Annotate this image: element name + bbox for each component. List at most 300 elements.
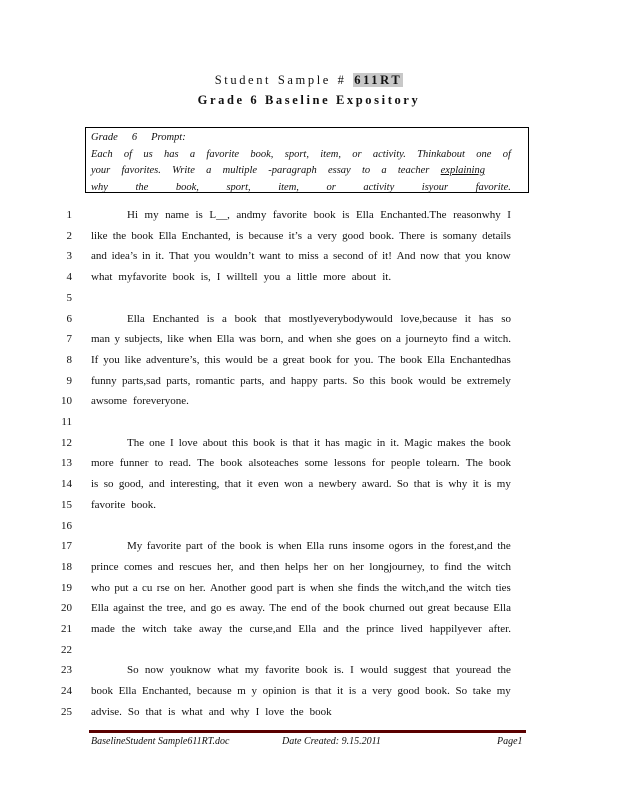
line-number: 19: [61, 582, 72, 594]
essay-word: very: [372, 685, 392, 697]
essay-word: The: [378, 354, 396, 366]
essay-word: it.: [382, 271, 392, 283]
essay-word: Enchantedhas: [449, 354, 511, 366]
line-number: 1: [66, 209, 72, 221]
essay-word: Ella: [91, 602, 109, 614]
essay-word: in: [417, 540, 427, 552]
essay-word: opinion: [262, 685, 297, 697]
essay-word: magic: [344, 437, 372, 449]
essay-word: when: [309, 582, 334, 594]
essay-word: interesting,: [170, 478, 220, 490]
essay-word: to: [285, 250, 294, 262]
prompt-word: item,: [320, 149, 341, 160]
essay-line: [91, 354, 511, 366]
essay-word: miss: [298, 250, 319, 262]
essay-word: the: [121, 623, 136, 635]
essay-word: y: [251, 685, 257, 697]
essay-word: es: [226, 602, 236, 614]
essay-word: andmy: [236, 209, 267, 221]
essay-word: it: [464, 313, 471, 325]
essay-word: more: [91, 457, 114, 469]
essay-word: witch: [486, 561, 511, 573]
essay-word: Ella: [127, 313, 145, 325]
essay-word: prince: [91, 561, 119, 573]
essay-word: advise.: [91, 706, 122, 718]
prompt-word: sport,: [284, 149, 309, 160]
prompt-word: essay: [327, 165, 351, 176]
essay-word: name: [165, 209, 189, 221]
essay-word: churned: [369, 602, 405, 614]
essay-word: read.: [169, 457, 191, 469]
essay-word: is: [265, 540, 274, 552]
essay-word: Ella: [427, 354, 445, 366]
essay-word: that: [145, 706, 162, 718]
page-title: [0, 73, 618, 88]
essay-word: she: [338, 582, 353, 594]
essay-word: it.: [155, 250, 165, 262]
line-number: 21: [61, 623, 72, 635]
essay-word: of: [311, 602, 321, 614]
essay-line: [127, 437, 511, 449]
essay-word: Enchanted.The: [380, 209, 447, 221]
essay-word: lessons: [334, 457, 366, 469]
essay-line: [91, 395, 511, 407]
line-number: 5: [66, 292, 72, 304]
prompt-word: or: [352, 149, 362, 160]
essay-word: very: [317, 230, 337, 242]
essay-word: that: [292, 437, 309, 449]
essay-word: like: [91, 230, 108, 242]
essay-line: [91, 333, 511, 345]
essay-word: has: [478, 313, 494, 325]
essay-word: runs: [328, 540, 348, 552]
essay-word: book: [253, 437, 276, 449]
essay-word: like: [167, 333, 184, 345]
line-number: 12: [61, 437, 72, 449]
essay-word: the: [383, 582, 398, 594]
prompt-word: favorite: [206, 149, 240, 160]
essay-word: this: [204, 354, 221, 366]
essay-word: Enchanted,: [181, 230, 231, 242]
prompt-word: a: [189, 149, 196, 160]
essay-word: favorite: [146, 540, 182, 552]
essay-line: [127, 313, 511, 325]
essay-word: witch: [466, 582, 492, 594]
essay-word: that: [433, 664, 450, 676]
essay-word: book.: [369, 230, 395, 242]
essay-word: would: [225, 354, 253, 366]
essay-word: rse: [156, 582, 170, 594]
essay-word: the: [467, 561, 481, 573]
prompt-word: Write: [172, 165, 195, 176]
line-number: 6: [66, 313, 72, 325]
essay-word: witch,and: [401, 582, 445, 594]
essay-word: good: [342, 230, 365, 242]
essay-word: about: [202, 437, 228, 449]
essay-line: [127, 209, 511, 221]
essay-word: after.: [488, 623, 511, 635]
essay-word: I: [170, 437, 174, 449]
essay-word: it: [337, 685, 344, 697]
essay-word: and: [269, 375, 286, 387]
essay-word: is: [484, 478, 492, 490]
prompt-word: isyour: [421, 182, 449, 193]
prompt-word: why: [91, 182, 108, 193]
essay-word: when: [308, 333, 333, 345]
essay-word: is: [195, 209, 203, 221]
essay-word: book: [488, 457, 511, 469]
essay-word: the: [290, 706, 304, 718]
essay-word: book: [400, 354, 423, 366]
essay-word: is: [167, 706, 176, 718]
essay-word: why: [448, 478, 468, 490]
essay-word: ogors: [388, 540, 414, 552]
essay-word: y: [114, 333, 120, 345]
prompt-word: teacher: [397, 165, 430, 176]
essay-line: [91, 582, 511, 594]
essay-line: [91, 271, 511, 283]
essay-word: My: [127, 540, 143, 552]
prompt-word: favorite.: [475, 182, 511, 193]
essay-word: my: [496, 685, 511, 697]
prompt-word: favorites.: [121, 165, 161, 176]
prompt-word: your: [91, 165, 111, 176]
essay-word: it: [472, 478, 479, 490]
prompt-word: Each: [91, 149, 113, 160]
essay-word: why: [230, 706, 250, 718]
essay-word: happy: [290, 375, 318, 387]
essay-word: mostlyeverybodywould: [288, 313, 393, 325]
essay-word: a: [396, 333, 401, 345]
essay-word: is: [430, 230, 438, 242]
line-number: 16: [61, 520, 72, 532]
essay-word: the: [221, 540, 235, 552]
essay-word: book: [220, 457, 243, 469]
page-subtitle: Grade 6 Baseline Expository: [197, 93, 421, 107]
essay-word: know: [486, 250, 511, 262]
prompt-word: Grade: [91, 132, 118, 143]
essay-word: and: [190, 602, 207, 614]
essay-word: be: [257, 354, 268, 366]
essay-line: [91, 375, 511, 387]
essay-word: L__,: [209, 209, 230, 221]
prompt-word: item,: [278, 182, 299, 193]
line-number: 24: [61, 685, 72, 697]
essay-word: wouldn’t: [214, 250, 255, 262]
essay-word: what: [217, 664, 239, 676]
prompt-word: book,: [175, 182, 199, 193]
essay-word: this: [232, 437, 249, 449]
essay-word: her,: [217, 561, 234, 573]
essay-word: that: [314, 685, 332, 697]
essay-word: you: [103, 354, 120, 366]
essay-word: when: [188, 333, 213, 345]
essay-word: is: [342, 209, 350, 221]
prompt-word: book,: [250, 149, 274, 160]
essay-word: and: [208, 706, 225, 718]
essay-word: to: [430, 561, 439, 573]
essay-word: find: [452, 333, 470, 345]
essay-word: a: [308, 478, 314, 490]
essay-word: adventure’s,: [146, 354, 200, 366]
essay-word: away.: [239, 602, 265, 614]
essay-word: favorite: [91, 499, 126, 511]
essay-word: the: [497, 664, 511, 676]
essay-word: a: [272, 354, 278, 366]
essay-word: is: [280, 437, 288, 449]
essay-word: book: [342, 602, 365, 614]
essay-word: a: [323, 250, 329, 262]
essay-line: [91, 478, 511, 490]
essay-word: willtell: [226, 271, 258, 283]
essay-word: book: [309, 354, 332, 366]
essay-word: the: [430, 540, 445, 552]
essay-word: I: [507, 209, 511, 221]
essay-word: and: [238, 561, 255, 573]
essay-word: Ella: [356, 209, 374, 221]
essay-word: and: [91, 250, 107, 262]
essay-word: youknow: [170, 664, 211, 676]
essay-word: parts,: [240, 375, 265, 387]
footer-date: Date Created: 9.15.2011: [282, 736, 381, 747]
essay-word: Hi: [127, 209, 138, 221]
prompt-line: [91, 164, 511, 177]
prompt-word: or: [326, 182, 336, 193]
essay-word: The: [127, 437, 145, 449]
essay-word: would: [360, 664, 388, 676]
line-number: 13: [61, 457, 72, 469]
essay-word: a: [132, 582, 138, 594]
sample-id-highlight: 611RT: [354, 73, 403, 87]
essay-word: what: [181, 706, 203, 718]
essay-word: tree,: [166, 602, 186, 614]
essay-word: suggest: [393, 664, 427, 676]
essay-word: romantic: [195, 375, 235, 387]
essay-word: who: [91, 582, 110, 594]
essay-word: So: [396, 478, 409, 490]
essay-word: away: [198, 623, 223, 635]
essay-line: [91, 706, 511, 718]
essay-word: the: [324, 602, 339, 614]
prompt-word: multiple: [222, 165, 258, 176]
line-number: 25: [61, 706, 72, 718]
essay-word: Magic: [404, 437, 433, 449]
line-number: 20: [61, 602, 72, 614]
essay-word: a: [474, 333, 480, 345]
essay-word: Enchanted,: [142, 685, 192, 697]
essay-word: is: [298, 582, 306, 594]
essay-word: rescues: [179, 561, 212, 573]
essay-word: reasonwhy: [453, 209, 501, 221]
essay-word: alsoteaches: [248, 457, 299, 469]
essay-line: [91, 230, 511, 242]
essay-word: to: [154, 457, 164, 469]
essay-word: curse,and: [249, 623, 292, 635]
essay-word: There: [399, 230, 425, 242]
essay-word: the: [345, 623, 360, 635]
essay-word: like: [124, 354, 142, 366]
essay-word: book: [131, 230, 154, 242]
essay-word: this: [369, 375, 386, 387]
essay-word: the: [148, 602, 163, 614]
essay-word: born,: [260, 333, 284, 345]
essay-word: award.: [361, 478, 392, 490]
essay-word: that: [443, 250, 461, 262]
line-number: 10: [61, 395, 72, 407]
essay-word: and: [157, 561, 174, 573]
essay-word: book: [239, 540, 262, 552]
essay-word: is: [91, 478, 99, 490]
essay-word: That: [168, 250, 189, 262]
essay-word: so: [103, 478, 114, 490]
essay-word: is: [348, 685, 357, 697]
essay-word: on: [333, 561, 345, 573]
essay-word: Another: [209, 582, 246, 594]
essay-word: when: [277, 540, 302, 552]
essay-word: go: [210, 602, 222, 614]
essay-word: she: [336, 333, 352, 345]
essay-word: great: [427, 602, 450, 614]
footer-filename: BaselineStudent Sample611RT.doc: [91, 736, 230, 747]
essay-word: that: [224, 478, 242, 490]
essay-word: find: [444, 561, 462, 573]
essay-word: book: [234, 313, 257, 325]
essay-word: out: [409, 602, 424, 614]
title-prefix: Student Sample #: [214, 73, 347, 87]
prompt-word: sport,: [226, 182, 251, 193]
essay-word: man: [91, 333, 110, 345]
essay-word: newbery: [318, 478, 357, 490]
essay-word: I: [350, 664, 354, 676]
essay-word: longjourney,: [369, 561, 425, 573]
essay-word: details: [482, 230, 511, 242]
prompt-word: a: [381, 165, 387, 176]
essay-word: some: [304, 457, 328, 469]
essay-word: helps: [284, 561, 309, 573]
essay-word: what: [91, 271, 113, 283]
line-number: 23: [61, 664, 72, 676]
essay-word: then: [260, 561, 280, 573]
essay-line: [127, 540, 511, 552]
essay-word: a: [361, 685, 367, 697]
essay-word: for: [371, 457, 385, 469]
essay-word: funny: [91, 375, 117, 387]
essay-word: good: [397, 685, 420, 697]
essay-word: against: [113, 602, 145, 614]
essay-word: parts.: [323, 375, 348, 387]
essay-line: [127, 664, 511, 676]
essay-word: Ella: [298, 623, 317, 635]
essay-word: Ella: [216, 333, 235, 345]
prompt-word: 6: [131, 132, 138, 143]
essay-word: you: [465, 250, 482, 262]
essay-word: it’s: [288, 230, 302, 242]
prompt-word: of: [502, 149, 511, 160]
essay-word: my: [244, 664, 259, 676]
prompt-word: -paragraph: [268, 165, 317, 176]
essay-word: Ella: [118, 685, 137, 697]
essay-word: is,: [200, 271, 211, 283]
essay-word: book: [91, 685, 113, 697]
essay-word: m: [237, 685, 246, 697]
essay-word: for: [336, 354, 350, 366]
prompt-word: of: [123, 149, 133, 160]
essay-word: so: [501, 313, 511, 325]
essay-word: you: [263, 271, 281, 283]
essay-word: The: [465, 457, 483, 469]
essay-word: foreveryone.: [133, 395, 189, 407]
essay-word: even: [257, 478, 279, 490]
essay-word: So: [352, 375, 365, 387]
essay-word: favorite: [272, 209, 308, 221]
essay-word: Ella: [493, 602, 511, 614]
essay-word: book: [488, 437, 511, 449]
essay-word: love: [178, 437, 198, 449]
essay-word: happilyever: [429, 623, 482, 635]
essay-word: makes: [437, 437, 466, 449]
essay-word: extremely: [466, 375, 511, 387]
essay-word: If: [91, 354, 99, 366]
essay-word: would: [418, 375, 446, 387]
essay-word: that: [413, 478, 431, 490]
essay-word: the: [448, 582, 463, 594]
essay-word: one: [149, 437, 166, 449]
essay-word: in: [141, 250, 151, 262]
line-number: 9: [66, 375, 72, 387]
essay-line: [91, 561, 511, 573]
essay-word: because: [248, 230, 284, 242]
prompt-word: Thinkabout: [417, 149, 465, 160]
essay-word: ties: [495, 582, 511, 594]
essay-word: witch.: [483, 333, 511, 345]
essay-word: parts,sad: [122, 375, 161, 387]
line-number: 4: [66, 271, 72, 283]
essay-word: now: [144, 664, 164, 676]
essay-word: somany: [442, 230, 477, 242]
essay-word: has: [325, 437, 340, 449]
prompt-line: [91, 181, 511, 194]
essay-word: made: [91, 623, 115, 635]
essay-word: good: [250, 582, 273, 594]
essay-word: I: [216, 271, 221, 283]
essay-word: my: [144, 209, 159, 221]
essay-line: [91, 457, 511, 469]
essay-word: won: [284, 478, 304, 490]
prompt-word: us: [143, 149, 153, 160]
prompt-word: activity.: [372, 149, 406, 160]
essay-word: love: [265, 706, 285, 718]
line-number: 7: [66, 333, 72, 345]
line-number: 22: [61, 644, 72, 656]
essay-word: because: [196, 685, 232, 697]
essay-line: [91, 499, 511, 511]
essay-word: the: [470, 437, 484, 449]
essay-word: subjects,: [124, 333, 163, 345]
prompt-word: has: [163, 149, 179, 160]
line-number: 11: [61, 416, 72, 428]
essay-word: I: [255, 706, 260, 718]
essay-word: And: [396, 250, 416, 262]
essay-word: her.: [189, 582, 206, 594]
essay-word: book: [172, 271, 195, 283]
essay-word: The: [269, 602, 287, 614]
footer-page-number: Page1: [497, 736, 523, 747]
essay-word: funner: [119, 457, 149, 469]
essay-word: second: [332, 250, 364, 262]
essay-word: want: [259, 250, 281, 262]
essay-word: book.: [425, 685, 450, 697]
essay-word: my: [496, 478, 511, 490]
